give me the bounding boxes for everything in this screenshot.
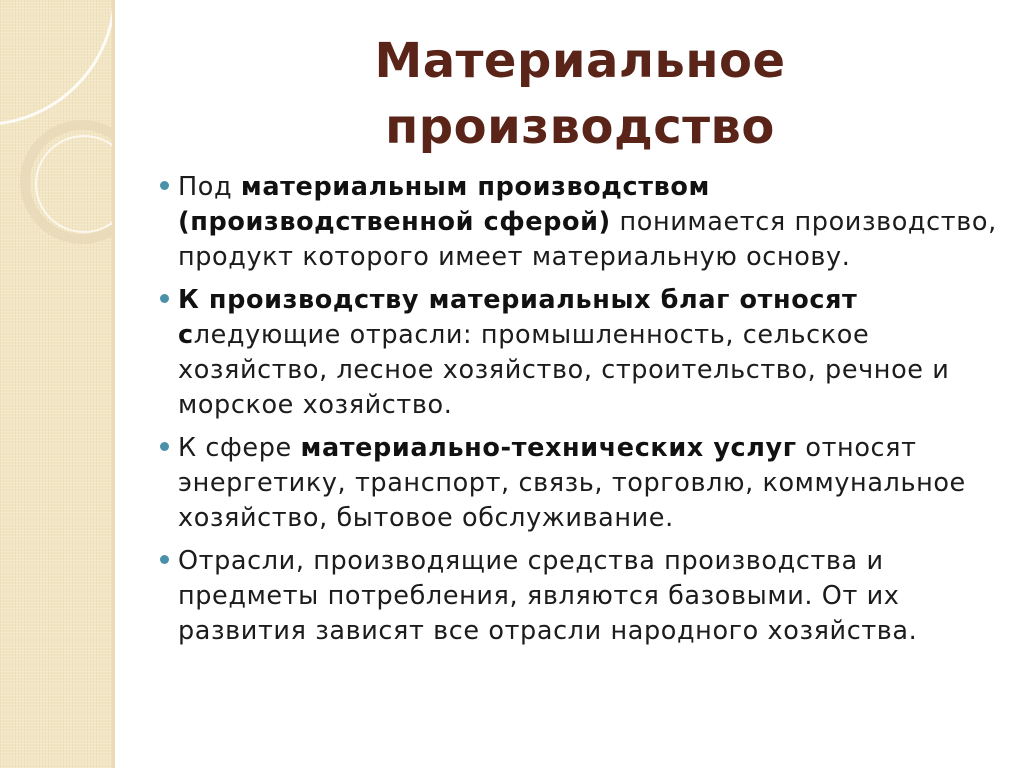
bullet-bold-text: материальным производством (производственной сферой) <box>178 172 710 237</box>
decorative-ring <box>0 0 112 126</box>
bullet-item <box>160 431 1000 536</box>
bullet-text: Под <box>178 172 241 202</box>
bullet-text: ледующие отрасли: промышленность, сельское хозяйство, лесное хозяйство, строительство, речное и морское хозяйство. <box>178 320 950 420</box>
bullet-icon <box>160 442 169 451</box>
bullet-text: Отрасли, производящие средства производства и предметы потребления, являются базовыми. От их развития зависят все отрасли народного хозяйства. <box>178 546 918 646</box>
bullet-item <box>160 170 1000 275</box>
slide-title: Материальное производство <box>374 33 786 155</box>
bullet-list <box>160 170 1000 657</box>
decorative-side-strip <box>0 0 112 768</box>
bullet-bold-text: материально-технических услуг <box>300 433 797 463</box>
bullet-text: понимается производство, продукт которого имеет материальную основу. <box>178 207 997 272</box>
bullet-bold-text: К производству материальных благ относят с <box>178 285 858 350</box>
bullet-text: относят энергетику, транспорт, связь, торговлю, коммунальное хозяйство, бытовое обслуживание. <box>178 433 966 533</box>
bullet-icon <box>160 555 169 564</box>
bullet-icon <box>160 181 169 190</box>
bullet-icon <box>160 294 169 303</box>
bullet-item <box>160 544 1000 649</box>
bullet-text: К сфере <box>178 433 301 463</box>
bullet-item <box>160 283 1000 423</box>
strip-edge-divider <box>112 0 115 768</box>
